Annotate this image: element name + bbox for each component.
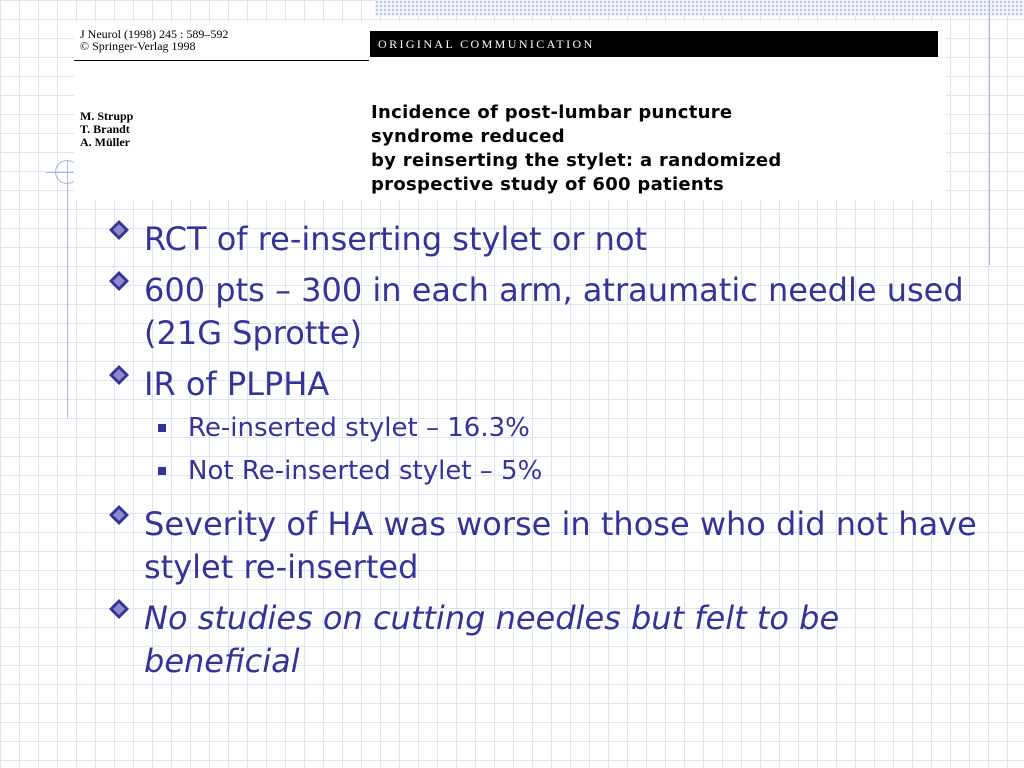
author-3: A. Müller bbox=[80, 135, 130, 149]
bullet-text: IR of PLPHA bbox=[144, 365, 330, 403]
article-title-line-1: Incidence of post-lumbar puncture bbox=[371, 102, 733, 123]
bullet-text: No studies on cutting needles but felt to be beneficial bbox=[144, 599, 840, 680]
article-title-line-2: syndrome reduced bbox=[371, 126, 565, 147]
article-title-line-4: prospective study of 600 patients bbox=[371, 174, 724, 195]
sub-bullet-item bbox=[158, 412, 978, 444]
bullet-item bbox=[108, 269, 978, 355]
square-bullet-icon bbox=[158, 467, 166, 475]
diamond-bullet-icon bbox=[108, 598, 130, 620]
bullet-list bbox=[108, 218, 978, 691]
clipping-rule bbox=[74, 60, 369, 61]
diamond-bullet-icon bbox=[108, 270, 130, 292]
sub-bullet-text: Re-inserted stylet – 16.3% bbox=[188, 413, 530, 443]
diamond-bullet-icon bbox=[108, 364, 130, 386]
diamond-bullet-icon bbox=[108, 219, 130, 241]
decorative-vertical-line-left bbox=[67, 160, 68, 418]
citation bbox=[80, 28, 228, 52]
bullet-item bbox=[108, 503, 978, 589]
article-title bbox=[371, 101, 931, 197]
authors bbox=[80, 110, 133, 149]
article-clipping bbox=[74, 22, 946, 200]
sub-bullet-text: Not Re-inserted stylet – 5% bbox=[188, 456, 543, 486]
citation-line-2: © Springer-Verlag 1998 bbox=[80, 39, 196, 53]
diamond-bullet-icon bbox=[108, 504, 130, 526]
bullet-item bbox=[108, 363, 978, 406]
bullet-text: RCT of re-inserting stylet or not bbox=[144, 220, 648, 258]
author-2: T. Brandt bbox=[80, 122, 130, 136]
author-1: M. Strupp bbox=[80, 109, 134, 123]
sub-bullet-item bbox=[158, 455, 978, 487]
square-bullet-icon bbox=[158, 424, 166, 432]
top-decorative-band bbox=[375, 0, 1024, 16]
decorative-vertical-line-right bbox=[989, 0, 990, 265]
bullet-text: Severity of HA was worse in those who did not have stylet re-inserted bbox=[144, 505, 977, 586]
bullet-item bbox=[108, 597, 978, 683]
article-title-line-3: by reinserting the stylet: a randomized bbox=[371, 150, 782, 171]
bullet-text: 600 pts – 300 in each arm, atraumatic needle used (21G Sprotte) bbox=[144, 271, 964, 352]
citation-line-1: J Neurol (1998) 245 : 589–592 bbox=[80, 27, 229, 41]
bullet-item bbox=[108, 218, 978, 261]
original-communication-banner: ORIGINAL COMMUNICATION bbox=[370, 31, 938, 57]
